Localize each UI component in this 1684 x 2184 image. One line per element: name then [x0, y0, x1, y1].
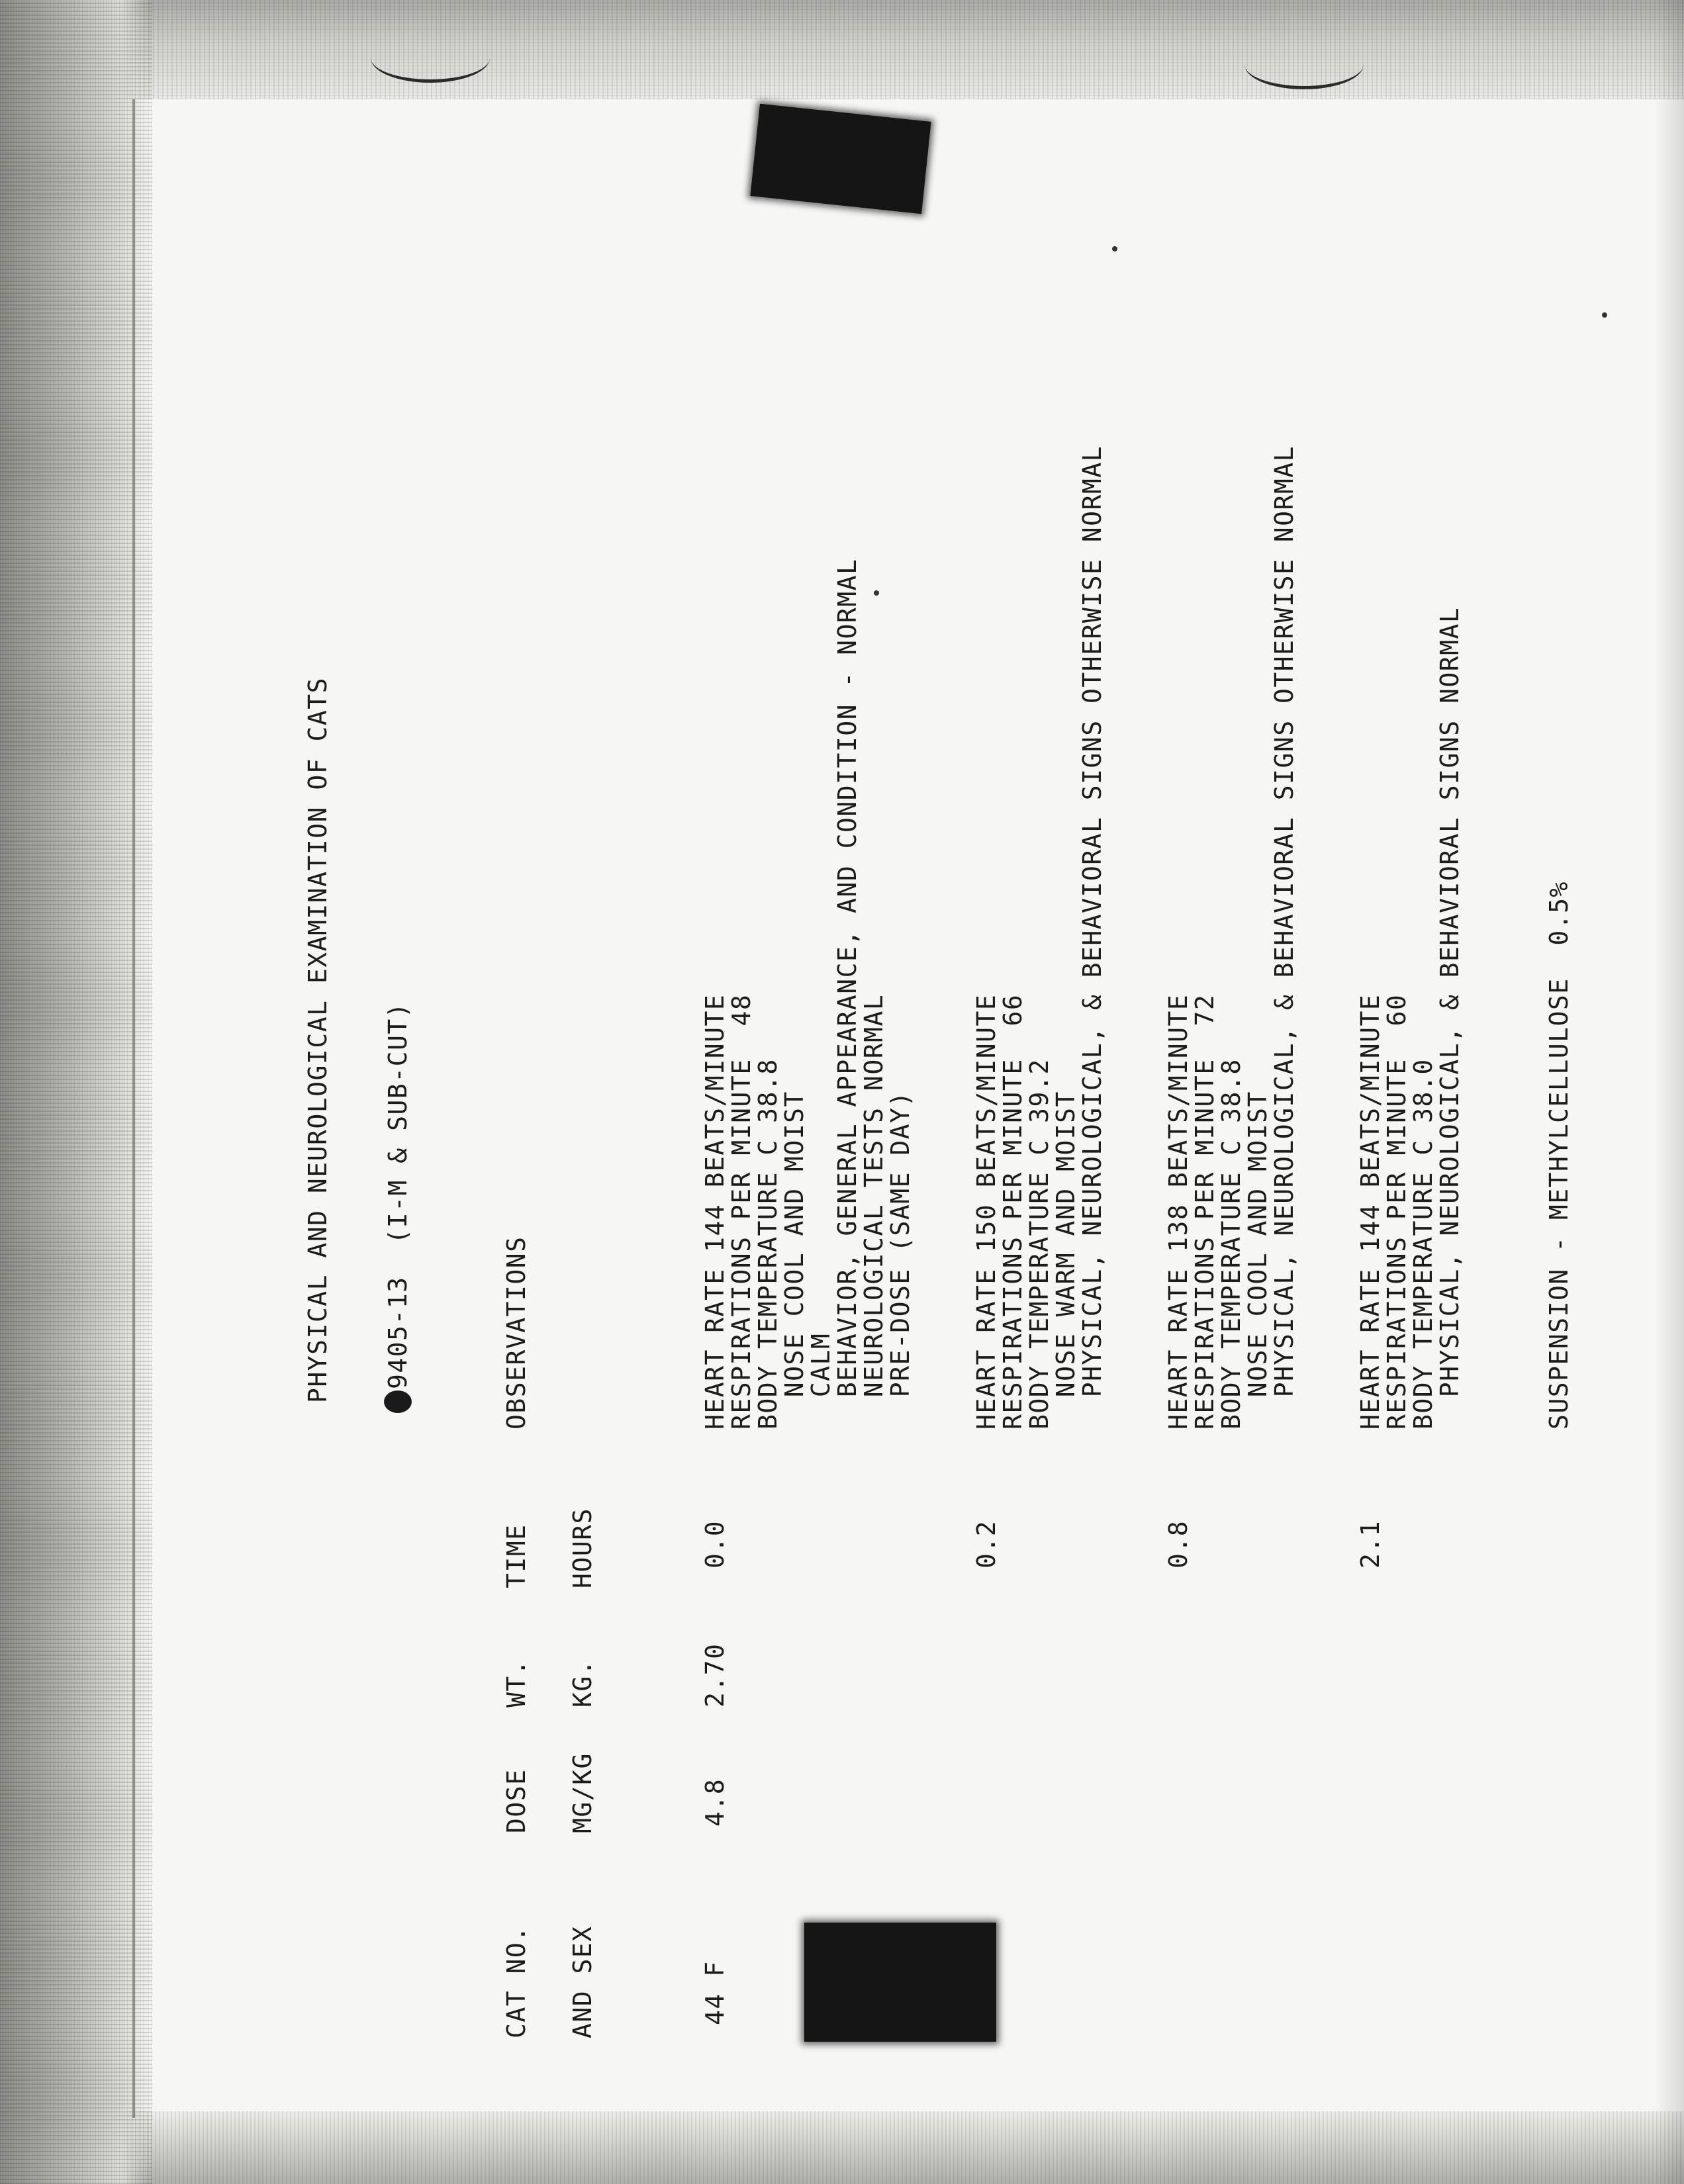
observation-line: RESPIRATIONS PER MINUTE 66 — [998, 993, 1027, 1430]
observation-line: BODY TEMPERATURE C 38.0 — [1409, 1058, 1438, 1430]
observation-line: RESPIRATIONS PER MINUTE 48 — [727, 993, 756, 1430]
observation-line: NOSE COOL AND MOIST — [1243, 1091, 1272, 1430]
observation-line: BODY TEMPERATURE C 38.8 — [753, 1058, 782, 1430]
header-hours: HOURS — [568, 1508, 597, 1588]
scan-border-top — [0, 0, 1684, 99]
observation-line: NOSE COOL AND MOIST — [780, 1091, 809, 1430]
rotated-document — [304, 132, 1628, 2038]
time-value: 0.2 — [972, 1520, 1001, 1569]
punch-hole-left — [371, 33, 490, 83]
observation-line: RESPIRATIONS PER MINUTE 60 — [1382, 993, 1411, 1430]
stray-speck — [1602, 312, 1607, 318]
dose-value: 4.8 — [700, 1778, 729, 1827]
header-cat-no: CAT NO. — [502, 1925, 531, 2038]
header-wt: WT. — [502, 1659, 531, 1707]
bullet-mark — [384, 1390, 412, 1413]
scan-border-left — [0, 0, 152, 2184]
study-route: (I-M & SUB-CUT) — [383, 1001, 412, 1244]
observation-line: BODY TEMPERATURE C 39.2 — [1025, 1058, 1054, 1430]
observation-line: HEART RATE 144 BEATS/MINUTE — [1356, 993, 1385, 1430]
observation-line: NEUROLOGICAL TESTS NORMAL — [859, 993, 888, 1430]
header-time: TIME — [502, 1524, 531, 1588]
header-mg-kg: MG/KG — [568, 1752, 597, 1833]
suspension-note: SUSPENSION - METHYLCELLULOSE 0.5% — [1544, 881, 1573, 1430]
observation-line: HEART RATE 138 BEATS/MINUTE — [1164, 993, 1193, 1430]
observation-line: NOSE WARM AND MOIST — [1051, 1091, 1080, 1430]
observation-line: BEHAVIOR, GENERAL APPEARANCE, AND CONDITION - NORMAL — [833, 558, 862, 1430]
scan-border-right — [1655, 0, 1684, 2184]
weight-value: 2.70 — [700, 1643, 729, 1707]
header-observations: OBSERVATIONS — [502, 1236, 531, 1430]
punch-hole-right — [1244, 40, 1364, 89]
header-dose: DOSE — [502, 1768, 531, 1833]
observation-line: HEART RATE 144 BEATS/MINUTE — [700, 993, 729, 1430]
time-value: 2.1 — [1356, 1520, 1385, 1569]
stray-speck — [874, 590, 879, 596]
observation-line: HEART RATE 150 BEATS/MINUTE — [972, 993, 1001, 1430]
time-value: 0.0 — [700, 1520, 729, 1569]
header-and-sex: AND SEX — [568, 1925, 597, 2038]
study-reference — [384, 1002, 412, 1413]
time-value: 0.8 — [1164, 1520, 1193, 1569]
observation-line: PHYSICAL, NEUROLOGICAL, & BEHAVIORAL SIGNS OTHERWISE NORMAL — [1270, 445, 1299, 1430]
observation-line: PHYSICAL, NEUROLOGICAL, & BEHAVIORAL SIGNS OTHERWISE NORMAL — [1078, 445, 1107, 1430]
observation-line: PRE-DOSE (SAME DAY) — [886, 1091, 915, 1430]
document-title: PHYSICAL AND NEUROLOGICAL EXAMINATION OF CATS — [303, 676, 332, 1403]
observation-line: BODY TEMPERATURE C 38.8 — [1217, 1058, 1246, 1430]
scan-border-bottom — [0, 2111, 1684, 2184]
observation-line: CALM — [806, 1332, 835, 1430]
stray-speck — [1112, 246, 1117, 251]
header-kg: KG. — [568, 1659, 597, 1707]
observation-line: RESPIRATIONS PER MINUTE 72 — [1190, 993, 1219, 1430]
observation-line: PHYSICAL, NEUROLOGICAL, & BEHAVIORAL SIGNS NORMAL — [1435, 606, 1464, 1430]
page-edge-line — [132, 99, 135, 2118]
cat-number-sex: 44 F — [700, 1960, 729, 2025]
study-id: 9405-13 — [383, 1276, 412, 1389]
